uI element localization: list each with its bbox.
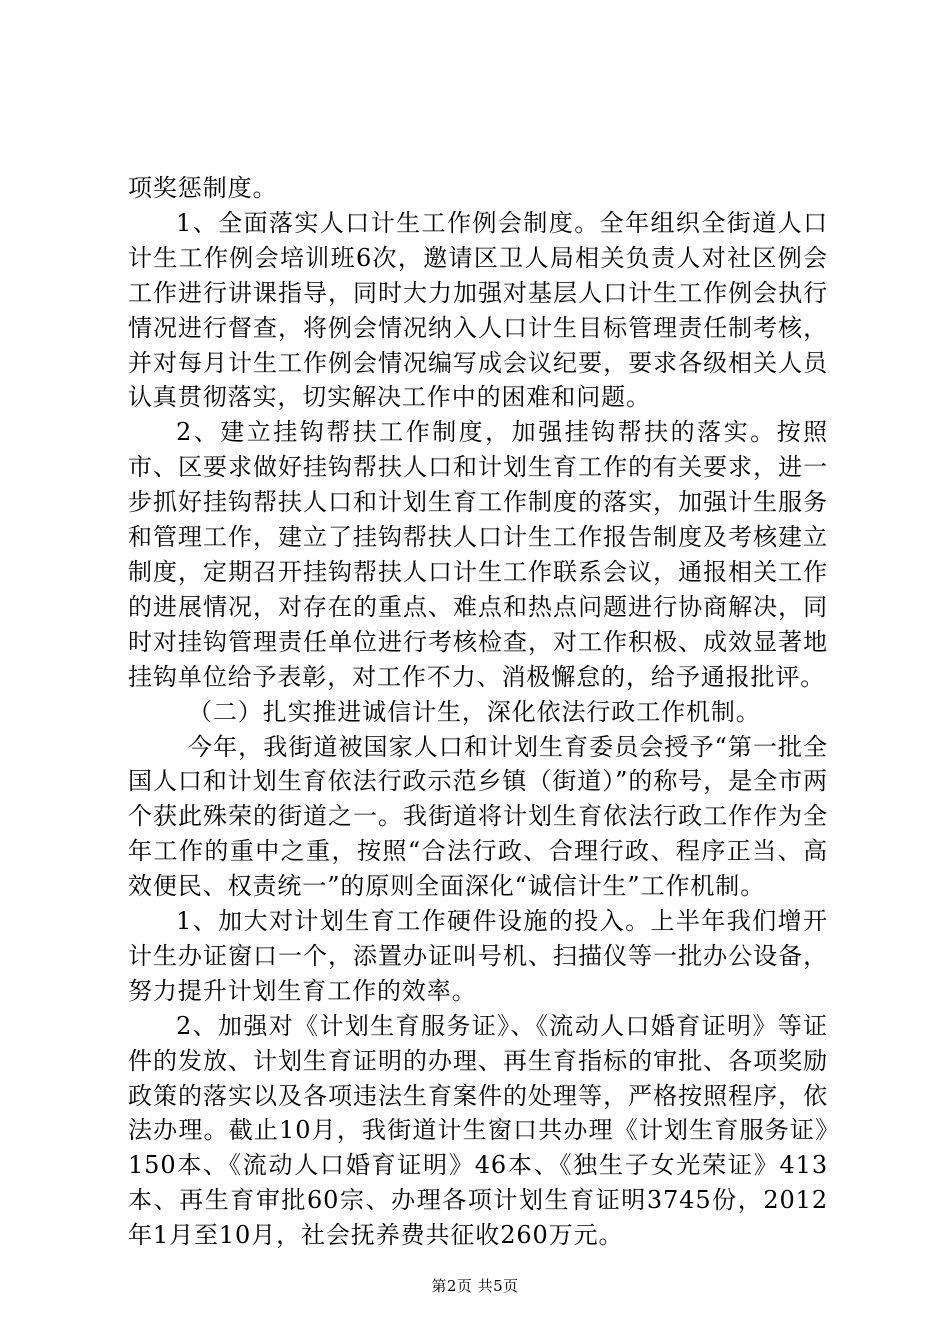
paragraph-continuation: 项奖惩制度。 (128, 174, 278, 202)
page-footer: 第2页 共5页 (431, 1277, 519, 1295)
paragraph-item-1: 1、全面落实人口计生工作例会制度。全年组织全街道人口计生工作例会培训班6次，邀请区卫人局相关负责人对社区例会工作进行讲课指导，同时大力加强对基层人口计生工作例会执行情况进行督查，将例会情况纳入人口计生目标管理责任制考核，并对每月计生工作例会情况编写成会议纪要，要求各级相关人员认真贯彻落实，切实解决工作中的困难和问题。 (128, 208, 828, 412)
paragraph-item-2b: 2、加强对《计划生育服务证》、《流动人口婚育证明》等证件的发放、计划生育证明的办理、再生育指标的审批、各项奖励政策的落实以及各项违法生育案件的处理等，严格按照程序，依法办理。截止10月，我街道计生窗口共办理《计划生育服务证》150本、《流动人口婚育证明》46本、《独生子女光荣证》413本、再生育审批60宗、办理各项计划生育证明3745份，2012年1月至10月，社会抚养费共征收260万元。 (128, 1011, 828, 1250)
paragraph-item-1b: 1、加大对计划生育工作硬件设施的投入。上半年我们增开计生办证窗口一个，添置办证叫号机、扫描仪等一批办公设备，努力提升计划生育工作的效率。 (128, 907, 828, 1005)
paragraph-intro: 今年，我街道被国家人口和计划生育委员会授予“第一批全国人口和计划生育依法行政示范乡镇（街道）”的称号，是全市两个获此殊荣的街道之一。我街道将计划生育依法行政工作作为全年工作的重中之重，按照“合法行政、合理行政、程序正当、高效便民、权责统一”的原则全面深化“诚信计生”工作机制。 (128, 732, 828, 901)
section-heading: （二）扎实推进诚信计生，深化依法行政工作机制。 (188, 697, 761, 726)
document-body (128, 171, 828, 1253)
paragraph-item-2: 2、建立挂钩帮扶工作制度，加强挂钩帮扶的落实。按照市、区要求做好挂钩帮扶人口和计划生育工作的有关要求，进一步抓好挂钩帮扶人口和计划生育工作制度的落实，加强计生服务和管理工作，建立了挂钩帮扶人口计生工作报告制度及考核建立制度，定期召开挂钩帮扶人口计生工作联系会议，通报相关工作的进展情况，对存在的重点、难点和热点问题进行协商解决，同时对挂钩管理责任单位进行考核检查，对工作积极、成效显著地挂钩单位给予表彰，对工作不力、消极懈怠的，给予通报批评。 (128, 418, 828, 691)
